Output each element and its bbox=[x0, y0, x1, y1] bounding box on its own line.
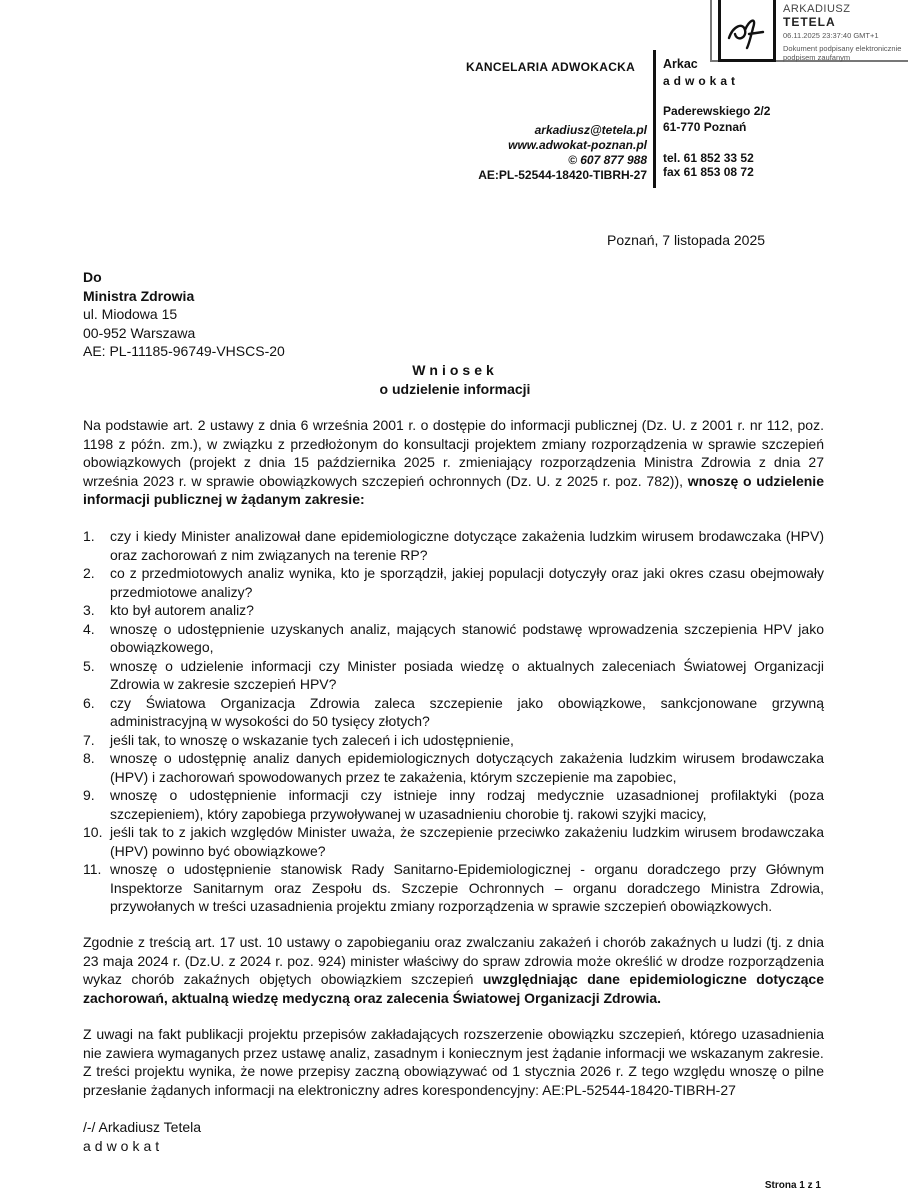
list-item-number: 5. bbox=[83, 657, 95, 674]
list-item bbox=[83, 527, 824, 564]
signature-name: /-/ Arkadiusz Tetela bbox=[83, 1119, 202, 1135]
list-item bbox=[83, 731, 824, 750]
email-link[interactable]: arkadiusz@tetela.pl bbox=[534, 123, 647, 137]
request-list bbox=[83, 527, 824, 916]
list-item bbox=[83, 620, 824, 657]
para2-bold: uwzględniając dane epidemiologiczne dotyczące zachorowań, aktualną wiedzę medyczną oraz zalecenia Światowej Organizacji Zdrowia. bbox=[83, 971, 824, 1006]
list-item-number: 10. bbox=[83, 824, 103, 840]
justification-paragraph: Z uwagi na fakt publikacji projektu przepisów zakładających rozszerzenie obowiązku szczepień, którego uzasadnienia nie zawiera wymaganych przez ustawę analiz, zasadnym i koniecznym jest żądanie informacji we wskazanym zakresie. bbox=[83, 1026, 824, 1061]
list-item-number: 2. bbox=[83, 565, 95, 581]
list-item-number: 4. bbox=[83, 620, 95, 637]
title-line1: Wniosek bbox=[412, 362, 498, 378]
list-item-number: 6. bbox=[83, 694, 95, 711]
stamp-name-line1: ARKADIUSZ bbox=[783, 3, 851, 15]
list-item-text: czy i kiedy Minister analizował dane epidemiologiczne dotyczące zakażenia ludzkim wirusem brodawczaka (HPV) oraz zachorowań z nim związanych na terenie RP? bbox=[110, 528, 824, 563]
office-street: Paderewskiego 2/2 bbox=[663, 104, 771, 118]
letter-date: Poznań, 7 listopada 2025 bbox=[607, 232, 766, 248]
website-link[interactable]: www.adwokat-poznan.pl bbox=[508, 138, 647, 152]
recipient-to: Do bbox=[83, 269, 102, 285]
list-item bbox=[83, 694, 824, 731]
list-item-text: kto był autorem analiz? bbox=[110, 602, 254, 618]
list-item-number: 11. bbox=[83, 861, 102, 877]
list-item-text: wnoszę o udzielenie informacji czy Minister posiada wiedzę o aktualnych zaleceniach Światowej Organizacji Zdrowia w zakresie szczepień HPV? bbox=[110, 657, 824, 692]
recipient-city: 00-952 Warszawa bbox=[83, 324, 196, 341]
list-item-text: wnoszę o udostępnię analiz danych epidemiologicznych dotyczących zakażenia ludzkim wirusem brodawczaka (HPV) i zachorowań spowodowanych przez te zakażenia, którym szczepienie ma zapobiec, bbox=[110, 750, 824, 785]
recipient-ae: AE: PL-11185-96749-VHSCS-20 bbox=[83, 343, 285, 359]
list-item bbox=[83, 749, 824, 786]
legal-basis-paragraph bbox=[83, 933, 824, 1007]
list-item-number: 7. bbox=[83, 731, 95, 748]
list-item bbox=[83, 823, 824, 860]
list-item bbox=[83, 657, 824, 694]
recipient-street: ul. Miodowa 15 bbox=[83, 306, 178, 322]
intro-text: Na podstawie art. 2 ustawy z dnia 6 września 2001 r. o dostępie do informacji publicznej (Dz. U. z 2001 r. nr 112, poz. 1198 z późn. zm.), w związku z przedłożonym do konsultacji projektem zmiany rozporządzenia w sprawie szczepień obowiązkowych (projekt z dnia 15 października 2025 r. zmieniający rozporządzenia Ministra Zdrowia z dnia 27 września 2023 r. w sprawie obowiązkowych szczepień ochronnych (Dz. U. z 2025 r. poz. 782)), bbox=[83, 417, 824, 489]
signature-block bbox=[83, 1118, 201, 1155]
para2-text: Zgodnie z treścią art. 17 ust. 10 ustawy o zapobieganiu oraz zwalczaniu zakażeń i chorób zakaźnych u ludzi (tj. z dnia 23 maja 2024 r. (Dz.U. z 2024 r. poz. 924) minister właściwy do spraw zdrowia może określić w drodze rozporządzenia wykaz chorób zakaźnych objętych obowiązkiem szczepień bbox=[83, 934, 824, 987]
mobile-phone: © 607 877 988 bbox=[568, 153, 647, 167]
sender-ae-address: AE:PL-52544-18420-TIBRH-27 bbox=[478, 168, 647, 182]
list-item bbox=[83, 860, 824, 916]
list-item bbox=[83, 601, 824, 620]
signature-title: adwokat bbox=[83, 1137, 164, 1154]
list-item-text: czy Światowa Organizacja Zdrowia zaleca szczepienie jako obowiązkowe, sankcjonowane grzywną administracyjną w wysokości do 50 tysięcy złotych? bbox=[110, 694, 824, 729]
list-item-text: jeśli tak to z jakich względów Minister uważa, że szczepienie przeciwko zakażeniu ludzkim wirusem brodawczaka (HPV) powinno być obowiązkowe? bbox=[110, 824, 824, 859]
title-line2: o udzielenie informacji bbox=[379, 380, 531, 397]
letterhead-divider bbox=[653, 50, 656, 188]
list-item-number: 1. bbox=[83, 528, 95, 544]
list-item-text: wnoszę o udostępnienie informacji czy istnieje inny rodzaj medycznie uzasadnionej profilaktyki (poza szczepieniem), który zapobiega przywoływanej w uzasadnieniu chorobie tj. rakowi szyjki macicy, bbox=[110, 787, 824, 822]
urgency-paragraph: Z treści projektu wynika, że nowe przepisy zaczną obowiązywać od 1 stycznia 2026 r. Z tego względu wnoszę o pilne przesłanie żądanych informacji na elektroniczny adres korespondencyjny: AE:PL-52544-18420-TIBRH-27 bbox=[83, 1063, 824, 1098]
list-item-text: wnoszę o udostępnienie uzyskanych analiz, mających stanowić podstawę wprowadzenia szczepienia HPV jako obowiązkowego, bbox=[110, 620, 824, 655]
page-number: Strona 1 z 1 bbox=[764, 1180, 821, 1191]
document-title bbox=[330, 361, 580, 398]
stamp-name-line2: TETELA bbox=[783, 15, 836, 29]
recipient-address bbox=[83, 268, 285, 361]
lawyer-title: adwokat bbox=[663, 74, 740, 88]
stamp-timestamp: 06.11.2025 23:37:40 GMT+1 bbox=[783, 31, 879, 40]
lawyer-name: Arkac bbox=[663, 57, 698, 71]
signature-monogram-icon bbox=[723, 8, 771, 52]
signature-logo bbox=[718, 0, 776, 62]
firm-name: KANCELARIA ADWOKACKA bbox=[466, 60, 636, 74]
list-item bbox=[83, 564, 824, 601]
intro-paragraph bbox=[83, 416, 824, 509]
intro-bold: wnoszę o udzielenie informacji publicznej w żądanym zakresie: bbox=[83, 472, 824, 507]
list-item-text: wnoszę o udostępnienie stanowisk Rady Sanitarno-Epidemiologicznej - organu doradczego przy Głównym Inspektorze Sanitarnym oraz Zespołu ds. Szczepie Ochronnych – organu doradczego Ministra Zdrowia, przywołanych w treści uzasadnienia projektu zmiany rozporządzenia w sprawie szczepień obowiązkowych. bbox=[110, 861, 824, 914]
office-phone: tel. 61 852 33 52 bbox=[663, 151, 754, 165]
list-item-number: 3. bbox=[83, 602, 95, 618]
list-item bbox=[83, 786, 824, 823]
stamp-note: Dokument podpisany elektronicznie podpisem zaufanym bbox=[783, 44, 902, 62]
office-fax: fax 61 853 08 72 bbox=[663, 165, 754, 179]
recipient-name: Ministra Zdrowia bbox=[83, 287, 195, 304]
office-city: 61-770 Poznań bbox=[663, 120, 747, 134]
list-item-number: 9. bbox=[83, 787, 95, 803]
list-item-number: 8. bbox=[83, 750, 95, 766]
list-item-text: jeśli tak, to wnoszę o wskazanie tych zaleceń i ich udostępnienie, bbox=[110, 731, 514, 748]
list-item-text: co z przedmiotowych analiz wynika, kto je sporządził, jakiej populacji dotyczyły oraz jaki okres czasu obejmowały przedmiotowe analizy? bbox=[110, 565, 824, 600]
